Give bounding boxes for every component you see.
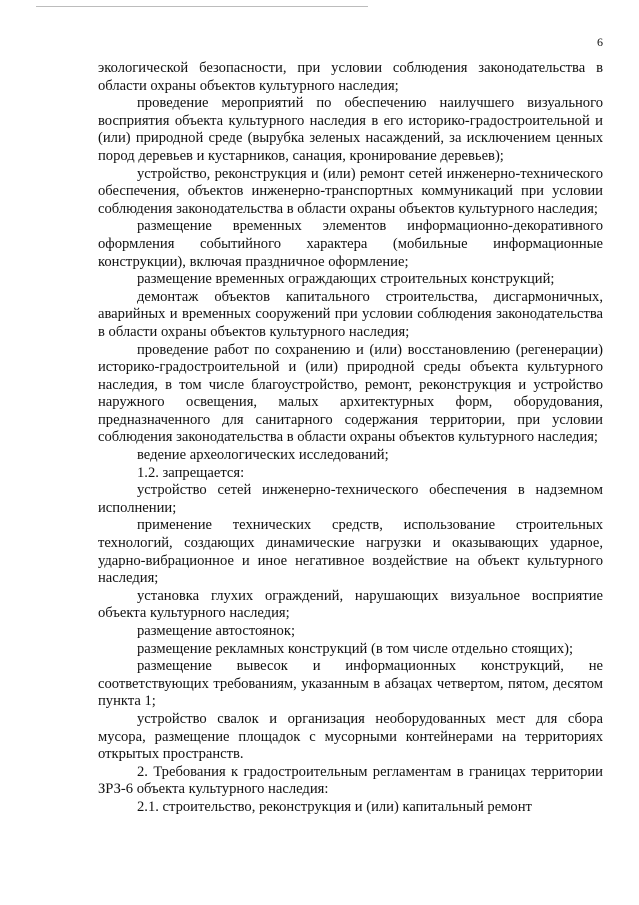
scan-edge-line [36, 6, 368, 7]
section-heading: 2. Требования к градостроительным регламентам в границах территории ЗРЗ-6 объекта культурного наследия: [98, 763, 603, 798]
document-body [98, 60, 603, 817]
paragraph: 2.1. строительство, реконструкция и (или) капитальный ремонт [137, 798, 532, 815]
paragraph: размещение временных элементов информационно-декоративного оформления событийного характера (мобильные информационные конструкции), включая праздничное оформление; [98, 218, 603, 270]
paragraph: демонтаж объектов капитального строительства, дисгармоничных, аварийных и временных сооружений при условии соблюдения законодательства в области охраны объектов культурного наследия; [98, 288, 603, 340]
paragraph: установка глухих ограждений, нарушающих визуальное восприятие объекта культурного наследия; [98, 587, 603, 622]
paragraph: ведение археологических исследований; [137, 447, 389, 464]
page-number: 6 [597, 35, 603, 49]
paragraph: устройство сетей инженерно-технического обеспечения в надземном исполнении; [98, 482, 603, 516]
paragraph: размещение вывесок и информационных конструкций, не соответствующих требованиям, указанным в абзацах четвертом, пятом, десятом пункта 1; [98, 658, 603, 710]
paragraph: проведение работ по сохранению и (или) восстановлению (регенерации) историко-градостроительной и (или) природной среды объекта культурного наследия, в том числе благоустройство, ремонт, реконструкция и устройство наружного освещения, малых архитектурных форм, оборудования, предназначенного для санитарного содержания территории, при условии соблюдения законодательства в области охраны объектов культурного наследия; [98, 341, 603, 446]
paragraph: размещение автостоянок; [137, 623, 296, 639]
paragraph: размещение временных ограждающих строительных конструкций; [137, 271, 555, 288]
paragraph: проведение мероприятий по обеспечению наилучшего визуального восприятия объекта культурного наследия в его историко-градостроительной и (или) природной среде (вырубка зеленых насаждений, за исключением ценных пород деревьев и кустарников, санация, кронирование деревьев); [98, 95, 603, 164]
paragraph: экологической безопасности, при условии соблюдения законодательства в области охраны объектов культурного наследия; [98, 60, 603, 94]
section-heading: 1.2. запрещается: [137, 464, 245, 481]
paragraph: устройство свалок и организация необорудованных мест для сбора мусора, размещение площадок с мусорными контейнерами на территориях открытых пространств. [98, 710, 603, 763]
paragraph: размещение рекламных конструкций (в том числе отдельно стоящих); [137, 640, 574, 657]
paragraph: устройство, реконструкция и (или) ремонт сетей инженерно-технического обеспечения, объектов инженерно-транспортных коммуникаций при условии соблюдения законодательства в области охраны объектов культурного наследия; [98, 165, 603, 217]
paragraph: применение технических средств, использование строительных технологий, создающих динамические нагрузки и оказывающих ударное, ударно-вибрационное и иное негативное воздействие на объект культурного наследия; [98, 517, 603, 587]
